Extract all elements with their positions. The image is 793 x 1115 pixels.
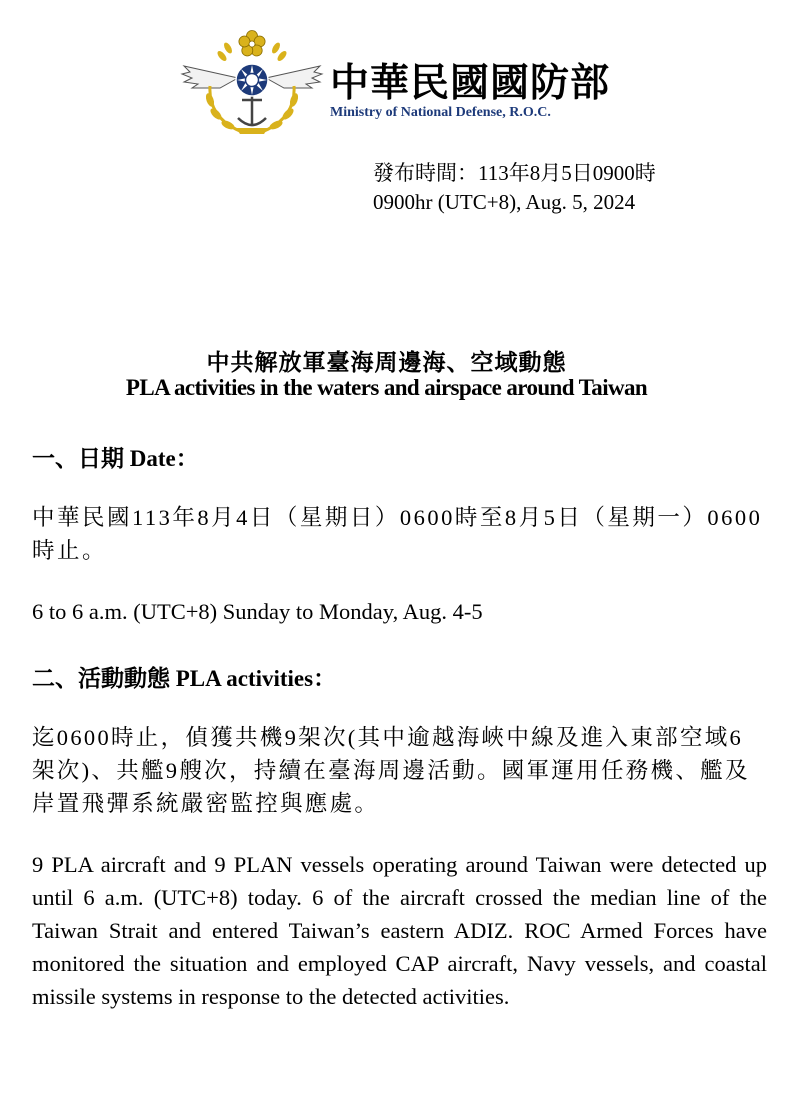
release-time-en: 0900hr (UTC+8), Aug. 5, 2024 (373, 190, 636, 214)
title-cn: 中共解放軍臺海周邊海、空域動態 (206, 350, 567, 375)
org-name-cn: 中華民國國防部 (330, 60, 611, 106)
date-text-cn: 中華民國113年8月4日（星期日）0600時至8月5日（星期一）0600時止。 (32, 505, 763, 563)
activities-text-en: 9 PLA aircraft and 9 PLAN vessels operating around Taiwan were detected up until 6 a.m. (UTC+8) today. 6 of the aircraft crossed the median line of the Taiwan Strait and entered Taiwan’s eastern ADIZ. ROC Armed Forces have monitored the situation and employed CAP aircraft, Navy vessels, and coastal missile systems in response to the detected activities. (32, 852, 767, 1009)
mnd-emblem-icon (180, 28, 325, 138)
title-en: PLA activities in the waters and airspace around Taiwan (125, 375, 648, 400)
release-time-cn: 發布時間：113年8月5日0900時 (373, 161, 656, 185)
activities-text-cn: 迄0600時止，偵獲共機9架次(其中逾越海峽中線及進入東部空域6架次)、共艦9艘次，持續在臺海周邊活動。國軍運用任務機、艦及岸置飛彈系統嚴密監控與應處。 (32, 725, 750, 816)
org-name-en: Ministry of National Defense, R.O.C. (330, 105, 551, 120)
date-text-en: 6 to 6 a.m. (UTC+8) Sunday to Monday, Aug. 4-5 (32, 599, 483, 624)
section-date-heading: 一、日期 Date： (32, 446, 199, 471)
section-activities-heading: 二、活動動態 PLA activities： (32, 666, 337, 691)
